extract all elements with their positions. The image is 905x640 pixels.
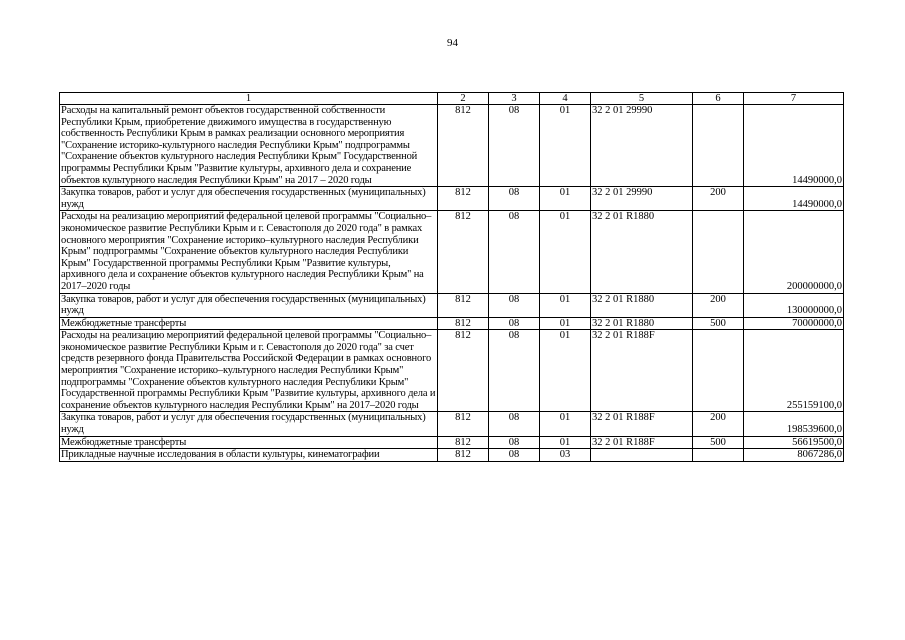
target-article-code: 32 2 01 R1880 — [591, 293, 693, 317]
expense-type-code: 500 — [693, 317, 744, 330]
ministry-code: 812 — [438, 317, 489, 330]
expense-name: Расходы на капитальный ремонт объектов государственной собственности Республики Крым, приобретение движимого имущества в государственную собственность Республики Крым в рамках реализации основного мероприятия "Сохранение историко-культурного наследия Республики Крым" подпрограммы "Сохранение объектов культурного наследия Республики Крым" Государственной программы Республики Крым "Развитие культуры, архивного дела и сохранение объектов культурного наследия Республики Крым" на 2017 – 2020 годы — [60, 105, 438, 187]
budget-table — [59, 92, 844, 462]
amount: 130000000,0 — [744, 293, 844, 317]
ministry-code: 812 — [438, 105, 489, 187]
table-row — [60, 187, 844, 211]
ministry-code: 812 — [438, 211, 489, 293]
header-row — [60, 93, 844, 105]
header-cell: 3 — [489, 93, 540, 105]
subsection-code: 01 — [540, 187, 591, 211]
expense-name: Прикладные научные исследования в области культуры, кинематографии — [60, 449, 438, 462]
target-article-code: 32 2 01 29990 — [591, 105, 693, 187]
table-row — [60, 436, 844, 449]
expense-name: Расходы на реализацию мероприятий федеральной целевой программы "Социально–экономическое развитие Республики Крым и г. Севастополя до 2020 года" за счет средств резервного фонда Правительства Российской Федерации в рамках основного мероприятия "Сохранение историко–культурного наследия Республики Крым" подпрограммы "Сохранение объектов культурного наследия Республики Крым" Государственной программы Республики Крым "Развитие культуры, архивного дела и сохранение объектов культурного наследия Республики Крым" на 2017–2020 годы — [60, 330, 438, 412]
amount: 255159100,0 — [744, 330, 844, 412]
target-article-code: 32 2 01 R188F — [591, 412, 693, 436]
expense-name: Межбюджетные трансферты — [60, 317, 438, 330]
header-cell: 5 — [591, 93, 693, 105]
expense-type-code: 200 — [693, 412, 744, 436]
target-article-code: 32 2 01 29990 — [591, 187, 693, 211]
section-code: 08 — [489, 317, 540, 330]
target-article-code: 32 2 01 R1880 — [591, 317, 693, 330]
amount: 56619500,0 — [744, 436, 844, 449]
subsection-code: 01 — [540, 105, 591, 187]
header-cell: 1 — [60, 93, 438, 105]
header-cell: 4 — [540, 93, 591, 105]
expense-name: Закупка товаров, работ и услуг для обеспечения государственных (муниципальных) нужд — [60, 187, 438, 211]
expense-type-code — [693, 211, 744, 293]
header-cell: 2 — [438, 93, 489, 105]
section-code: 08 — [489, 436, 540, 449]
section-code: 08 — [489, 330, 540, 412]
subsection-code: 01 — [540, 436, 591, 449]
amount: 8067286,0 — [744, 449, 844, 462]
table-row — [60, 317, 844, 330]
table-row — [60, 105, 844, 187]
section-code: 08 — [489, 187, 540, 211]
expense-name: Расходы на реализацию мероприятий федеральной целевой программы "Социально–экономическое развитие Республики Крым и г. Севастополя до 2020 года" в рамках основного мероприятия "Сохранение историко–культурного наследия Республики Крым" подпрограммы "Сохранение объектов культурного наследия Республики Крым" Государственной программы Республики Крым "Развитие культуры, архивного дела и сохранение объектов культурного наследия Республики Крым" на 2017–2020 годы — [60, 211, 438, 293]
target-article-code: 32 2 01 R1880 — [591, 211, 693, 293]
section-code: 08 — [489, 105, 540, 187]
table-row — [60, 293, 844, 317]
section-code: 08 — [489, 211, 540, 293]
subsection-code: 03 — [540, 449, 591, 462]
ministry-code: 812 — [438, 449, 489, 462]
amount: 198539600,0 — [744, 412, 844, 436]
amount: 200000000,0 — [744, 211, 844, 293]
ministry-code: 812 — [438, 436, 489, 449]
amount: 14490000,0 — [744, 187, 844, 211]
page-number: 94 — [447, 37, 458, 49]
ministry-code: 812 — [438, 293, 489, 317]
section-code: 08 — [489, 412, 540, 436]
amount: 14490000,0 — [744, 105, 844, 187]
ministry-code: 812 — [438, 330, 489, 412]
table-row — [60, 211, 844, 293]
expense-type-code: 200 — [693, 187, 744, 211]
expense-name: Закупка товаров, работ и услуг для обеспечения государственных (муниципальных) нужд — [60, 293, 438, 317]
expense-name: Закупка товаров, работ и услуг для обеспечения государственных (муниципальных) нужд — [60, 412, 438, 436]
amount: 70000000,0 — [744, 317, 844, 330]
subsection-code: 01 — [540, 317, 591, 330]
expense-type-code — [693, 105, 744, 187]
ministry-code: 812 — [438, 412, 489, 436]
expense-type-code — [693, 449, 744, 462]
table-row — [60, 330, 844, 412]
header-cell: 6 — [693, 93, 744, 105]
subsection-code: 01 — [540, 330, 591, 412]
header-cell: 7 — [744, 93, 844, 105]
subsection-code: 01 — [540, 211, 591, 293]
expense-type-code — [693, 330, 744, 412]
table-row — [60, 412, 844, 436]
target-article-code — [591, 449, 693, 462]
target-article-code: 32 2 01 R188F — [591, 436, 693, 449]
subsection-code: 01 — [540, 293, 591, 317]
subsection-code: 01 — [540, 412, 591, 436]
expense-type-code: 200 — [693, 293, 744, 317]
section-code: 08 — [489, 293, 540, 317]
ministry-code: 812 — [438, 187, 489, 211]
section-code: 08 — [489, 449, 540, 462]
expense-type-code: 500 — [693, 436, 744, 449]
expense-name: Межбюджетные трансферты — [60, 436, 438, 449]
target-article-code: 32 2 01 R188F — [591, 330, 693, 412]
table-row — [60, 449, 844, 462]
